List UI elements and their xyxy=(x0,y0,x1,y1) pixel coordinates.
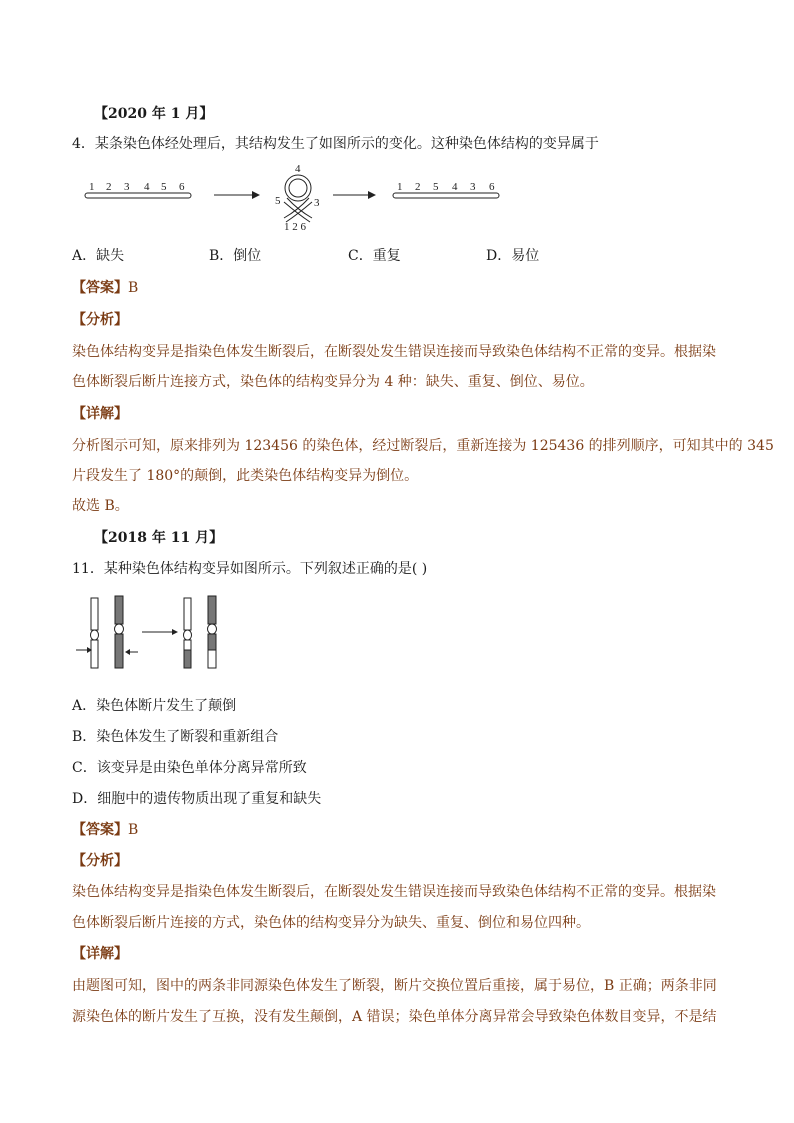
option-b: B．倒位 xyxy=(209,248,262,264)
left-seq-label: 1 xyxy=(89,181,95,193)
detail-label: 【详解】 xyxy=(72,406,128,422)
answer-line: 【答案】B xyxy=(72,280,139,296)
left-seq-label: 2 xyxy=(106,181,112,193)
left-seq-label: 6 xyxy=(179,181,185,193)
chromosome-white-after xyxy=(184,598,192,668)
q11-option-a: A．染色体断片发生了颠倒 xyxy=(72,698,237,714)
right-seq-label: 5 xyxy=(433,181,439,193)
arrow-icon xyxy=(214,191,260,199)
date-tag-2020: 【2020 年 1 月】 xyxy=(94,106,214,122)
date-tag-2018: 【2018 年 11 月】 xyxy=(94,530,224,546)
question-11-stem: 11．某种染色体结构变异如图所示。下列叙述正确的是( ) xyxy=(72,561,428,577)
q11-option-b: B．染色体发生了断裂和重新组合 xyxy=(72,729,279,745)
left-seq-label: 5 xyxy=(161,181,167,193)
chromosome-gray-before xyxy=(115,596,124,668)
q11-option-c: C．该变异是由染色单体分离异常所致 xyxy=(72,760,307,776)
option-a: A．缺失 xyxy=(72,248,125,264)
right-seq-label: 3 xyxy=(470,181,476,193)
right-seq-label: 6 xyxy=(489,181,495,193)
option-c: C．重复 xyxy=(348,248,401,264)
q11-analysis-line-2: 色体断裂后断片连接的方式，染色体的结构变异分为缺失、重复、倒位和易位四种。 xyxy=(72,915,590,931)
analysis-line-1: 染色体结构变异是指染色体发生断裂后，在断裂处发生错误连接而导致染色体结构不正常的变异。根据染 xyxy=(72,344,716,360)
analysis-line-2: 色体断裂后断片连接方式，染色体的结构变异分为 4 种：缺失、重复、倒位、易位。 xyxy=(72,374,594,390)
inversion-loop xyxy=(275,163,320,233)
q11-answer-line: 【答案】B xyxy=(72,822,139,838)
q11-analysis-label: 【分析】 xyxy=(72,853,128,869)
detail-line-1: 分析图示可知，原来排列为 123456 的染色体，经过断裂后，重新连接为 125436 的排列顺序，可知其中的 345 xyxy=(72,438,774,454)
detail-line-3: 故选 B。 xyxy=(72,498,129,514)
chromosome-white-before xyxy=(91,598,99,668)
option-d: D．易位 xyxy=(486,248,540,264)
chromosome-gray-after xyxy=(208,596,217,668)
question-4-stem: 4．某条染色体经处理后，其结构发生了如图所示的变化。这种染色体结构的变异属于 xyxy=(72,136,599,152)
q11-detail-label: 【详解】 xyxy=(72,946,128,962)
arrow-icon xyxy=(333,191,376,199)
right-seq-label: 2 xyxy=(415,181,421,193)
arrow-icon xyxy=(76,647,92,653)
inverted-chromosome xyxy=(393,181,499,198)
translocation-diagram xyxy=(0,595,794,675)
loop-label-bottom: 1 2 6 xyxy=(284,221,306,233)
q11-option-d: D．细胞中的遗传物质出现了重复和缺失 xyxy=(72,791,322,807)
q11-analysis-line-1: 染色体结构变异是指染色体发生断裂后，在断裂处发生错误连接而导致染色体结构不正常的变异。根据染 xyxy=(72,884,716,900)
loop-label-left: 5 xyxy=(275,195,281,207)
arrow-icon xyxy=(125,649,138,655)
left-seq-label: 4 xyxy=(144,181,150,193)
left-seq-label: 3 xyxy=(124,181,130,193)
arrow-icon xyxy=(142,629,178,635)
inversion-diagram xyxy=(0,160,794,240)
q11-detail-line-2: 源染色体的断片发生了互换，没有发生颠倒，A 错误；染色单体分离异常会导致染色体数目变异，不是结 xyxy=(72,1009,717,1025)
right-seq-label: 4 xyxy=(452,181,458,193)
original-chromosome xyxy=(85,181,191,198)
detail-line-2: 片段发生了 180°的颠倒，此类染色体结构变异为倒位。 xyxy=(72,468,419,484)
analysis-label: 【分析】 xyxy=(72,312,128,328)
q11-detail-line-1: 由题图可知，图中的两条非同源染色体发生了断裂，断片交换位置后重接，属于易位，B 正确；两条非同 xyxy=(72,978,717,994)
loop-label-top: 4 xyxy=(295,163,301,175)
loop-label-right: 3 xyxy=(314,197,320,209)
right-seq-label: 1 xyxy=(397,181,403,193)
